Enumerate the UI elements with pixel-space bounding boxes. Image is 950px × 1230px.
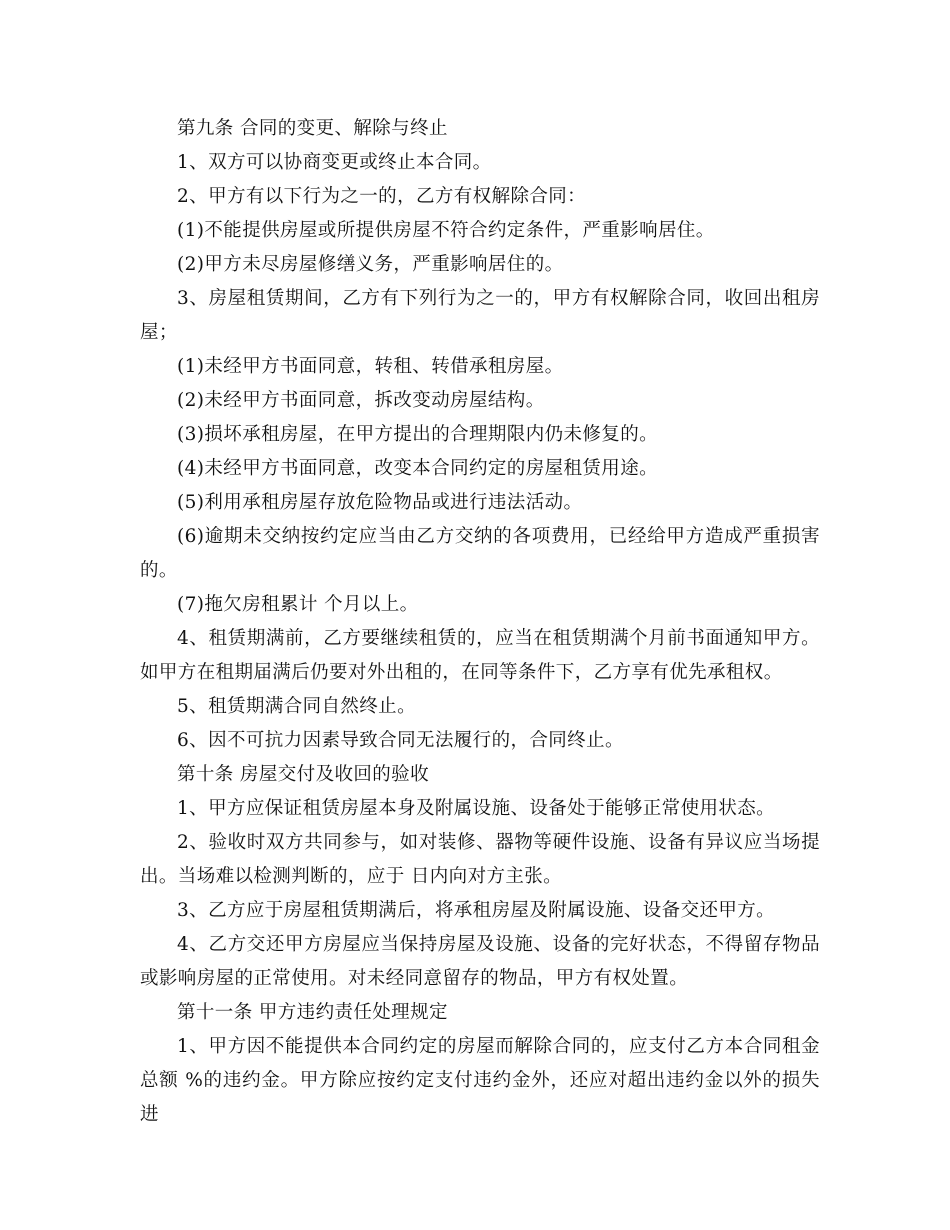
paragraph: 1、双方可以协商变更或终止本合同。 — [177, 152, 492, 173]
paragraph: 2、验收时双方共同参与，如对装修、器物等硬件设施、设备有异议应当场提出。当场难以检测判断的，应于 日内向对方主张。 — [140, 832, 820, 887]
paragraph: 5、租赁期满合同自然终止。 — [177, 696, 416, 717]
list-item: (6)逾期未交纳按约定应当由乙方交纳的各项费用，已经给甲方造成严重损害的。 — [140, 526, 820, 581]
list-item: (5)利用承租房屋存放危险物品或进行违法活动。 — [177, 492, 583, 513]
list-item: (1)未经甲方书面同意，转租、转借承租房屋。 — [177, 356, 564, 377]
paragraph: 4、租赁期满前，乙方要继续租赁的，应当在租赁期满个月前书面通知甲方。如甲方在租期届满后仍要对外出租的，在同等条件下，乙方享有优先承租权。 — [140, 628, 820, 683]
list-item: (2)未经甲方书面同意，拆改变动房屋结构。 — [177, 390, 545, 411]
article-9-heading: 第九条 合同的变更、解除与终止 — [177, 118, 448, 139]
paragraph: 6、因不可抗力因素导致合同无法履行的，合同终止。 — [177, 730, 624, 751]
paragraph: 4、乙方交还甲方房屋应当保持房屋及设施、设备的完好状态，不得留存物品或影响房屋的正常使用。对未经同意留存的物品，甲方有权处置。 — [140, 934, 820, 989]
list-item: (1)不能提供房屋或所提供房屋不符合约定条件，严重影响居住。 — [177, 220, 715, 241]
article-10-heading: 第十条 房屋交付及收回的验收 — [177, 764, 429, 785]
paragraph: 3、乙方应于房屋租赁期满后，将承租房屋及附属设施、设备交还甲方。 — [177, 900, 776, 921]
paragraph: 3、房屋租赁期间，乙方有下列行为之一的，甲方有权解除合同，收回出租房屋； — [140, 288, 820, 343]
list-item: (4)未经甲方书面同意，改变本合同约定的房屋租赁用途。 — [177, 458, 659, 479]
document-body — [140, 112, 820, 1132]
paragraph: 1、甲方应保证租赁房屋本身及附属设施、设备处于能够正常使用状态。 — [177, 798, 776, 819]
paragraph: 2、甲方有以下行为之一的，乙方有权解除合同： — [177, 186, 587, 207]
list-item: (3)损坏承租房屋，在甲方提出的合理期限内仍未修复的。 — [177, 424, 659, 445]
list-item: (2)甲方未尽房屋修缮义务，严重影响居住的。 — [177, 254, 564, 275]
article-11-heading: 第十一条 甲方违约责任处理规定 — [177, 1002, 448, 1023]
paragraph: 1、甲方因不能提供本合同约定的房屋而解除合同的，应支付乙方本合同租金总额 %的违约金。甲方除应按约定支付违约金外，还应对超出违约金以外的损失进 — [140, 1036, 820, 1125]
list-item: (7)拖欠房租累计 个月以上。 — [177, 594, 419, 615]
